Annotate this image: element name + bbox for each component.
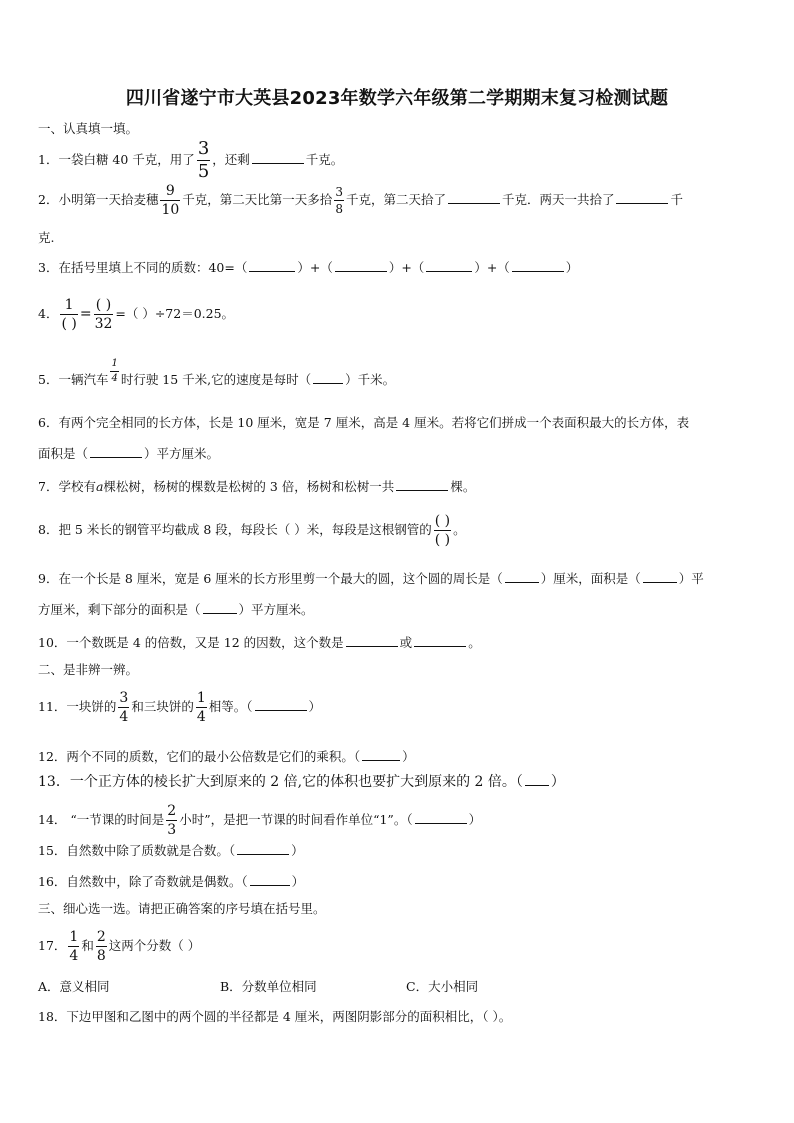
answer-blank[interactable]: [362, 748, 400, 761]
question-4: 4． $\frac{1}{( )}$ = $\frac{( )}{32}$ =（ ）÷72＝0.25。: [38, 297, 235, 332]
fraction-blank-blank: $\frac{( )}{( )}$: [434, 513, 451, 548]
answer-blank[interactable]: [512, 259, 564, 272]
answer-blank[interactable]: [255, 698, 307, 711]
question-7: 7．学校有a棵松树，杨树的棵数是松树的 3 倍，杨树和松树一共 棵。: [38, 479, 476, 494]
answer-blank[interactable]: [249, 259, 295, 272]
question-13: 13．一个正方体的棱长扩大到原来的 2 倍,它的体积也要扩大到原来的 2 倍。（ ）: [38, 774, 565, 790]
answer-blank[interactable]: [313, 371, 343, 384]
fraction-9-10: $\frac{9}{10}$: [161, 183, 180, 218]
fraction-1-blank: $\frac{1}{( )}$: [61, 297, 77, 332]
answer-blank[interactable]: [90, 445, 142, 458]
question-11: 11．一块饼的 $\frac{3}{4}$ 和三块饼的 $\frac{1}{4}$ 相等。（ ）: [38, 690, 322, 725]
question-12: 12．两个不同的质数，它们的最小公倍数是它们的乘积。（ ）: [38, 749, 415, 764]
fraction-1-4: $\frac{1}{4}$: [196, 690, 206, 725]
question-15: 15．自然数中除了质数就是合数。（ ）: [38, 843, 304, 858]
question-9-cont: 方厘米，剩下部分的面积是（ ）平方厘米。: [38, 602, 314, 617]
answer-blank[interactable]: [643, 570, 677, 583]
question-14: 14． “一节课的时间是 $\frac{2}{3}$ 小时”，是把一节课的时间看作单位“1”。（ ）: [38, 803, 482, 838]
answer-blank[interactable]: [252, 151, 304, 164]
question-9: 9．在一个长是 8 厘米，宽是 6 厘米的长方形里剪一个最大的圆，这个圆的周长是（ ）厘米，面积是（ ）平: [38, 571, 704, 586]
fraction-2-8: $\frac{2}{8}$: [96, 929, 106, 964]
question-6: 6．有两个完全相同的长方体，长是 10 厘米，宽是 7 厘米，高是 4 厘米。若将它们拼成一个表面积最大的长方体，表: [38, 415, 690, 430]
option-b[interactable]: B．分数单位相同: [220, 979, 317, 994]
answer-blank[interactable]: [616, 191, 668, 204]
variable-a: a: [95, 479, 104, 494]
answer-blank[interactable]: [415, 811, 467, 824]
fraction-1-4: $\frac{1}{4}$: [69, 929, 79, 964]
option-c[interactable]: C．大小相同: [406, 979, 479, 994]
question-2-cont: 克.: [38, 230, 55, 245]
answer-blank[interactable]: [396, 478, 448, 491]
fraction-3-4: $\frac{3}{4}$: [119, 690, 129, 725]
question-8: 8．把 5 米长的钢管平均截成 8 段，每段长（ ）米，每段是这根钢管的 $\frac{( )}{( )}$ 。: [38, 513, 466, 548]
section-heading-1: 一、认真填一填。: [38, 121, 139, 136]
question-3: 3．在括号里填上不同的质数：40=（ ）+（ ）+（ ）+（ ）: [38, 260, 579, 275]
question-2: 2．小明第一天拾麦穗 $\frac{9}{10}$ 千克，第二天比第一天多拾 $\frac{3}{8}$ 千克，第二天拾了 千克．两天一共拾了 千: [38, 183, 683, 218]
question-16: 16．自然数中，除了奇数就是偶数。（ ）: [38, 874, 305, 889]
question-10: 10．一个数既是 4 的倍数，又是 12 的因数，这个数是 或 。: [38, 635, 481, 650]
question-17: 17． $\frac{1}{4}$ 和 $\frac{2}{8}$ 这两个分数（ ）: [38, 929, 201, 964]
q1-text: 1．一袋白糖 40 千克，用了: [38, 152, 195, 167]
answer-blank[interactable]: [426, 259, 472, 272]
fraction-3-5: $\frac{3}{5}$: [197, 138, 210, 182]
answer-blank[interactable]: [505, 570, 539, 583]
fraction-1-4: $\frac{1}{4}$: [111, 358, 118, 384]
answer-blank[interactable]: [346, 634, 398, 647]
fraction-2-3: $\frac{2}{3}$: [167, 803, 177, 838]
section-heading-2: 二、是非辨一辨。: [38, 662, 139, 677]
fraction-blank-32: $\frac{( )}{32}$: [94, 297, 113, 332]
question-18: 18．下边甲图和乙图中的两个圆的半径都是 4 厘米，两图阴影部分的面积相比，（ ）。: [38, 1009, 512, 1024]
page-title: 四川省遂宁市大英县2023年数学六年级第二学期期末复习检测试题: [125, 88, 669, 109]
question-1: 1．一袋白糖 40 千克，用了 $\frac{3}{5}$ ，还剩 千克。: [38, 138, 344, 182]
answer-blank[interactable]: [237, 842, 289, 855]
question-6-cont: 面积是（ ）平方厘米。: [38, 446, 220, 461]
option-a[interactable]: A．意义相同: [38, 979, 110, 994]
fraction-3-8: $\frac{3}{8}$: [335, 185, 343, 216]
answer-blank[interactable]: [335, 259, 387, 272]
answer-blank[interactable]: [414, 634, 466, 647]
section-heading-3: 三、细心选一选。请把正确答案的序号填在括号里。: [38, 901, 326, 916]
answer-blank[interactable]: [203, 601, 237, 614]
answer-blank[interactable]: [250, 873, 290, 886]
answer-blank[interactable]: [448, 191, 500, 204]
question-5: 5．一辆汽车 $\frac{1}{4}$ 时行驶 15 千米,它的速度是每时（ ）千米。: [38, 358, 396, 387]
answer-blank[interactable]: [525, 773, 549, 786]
